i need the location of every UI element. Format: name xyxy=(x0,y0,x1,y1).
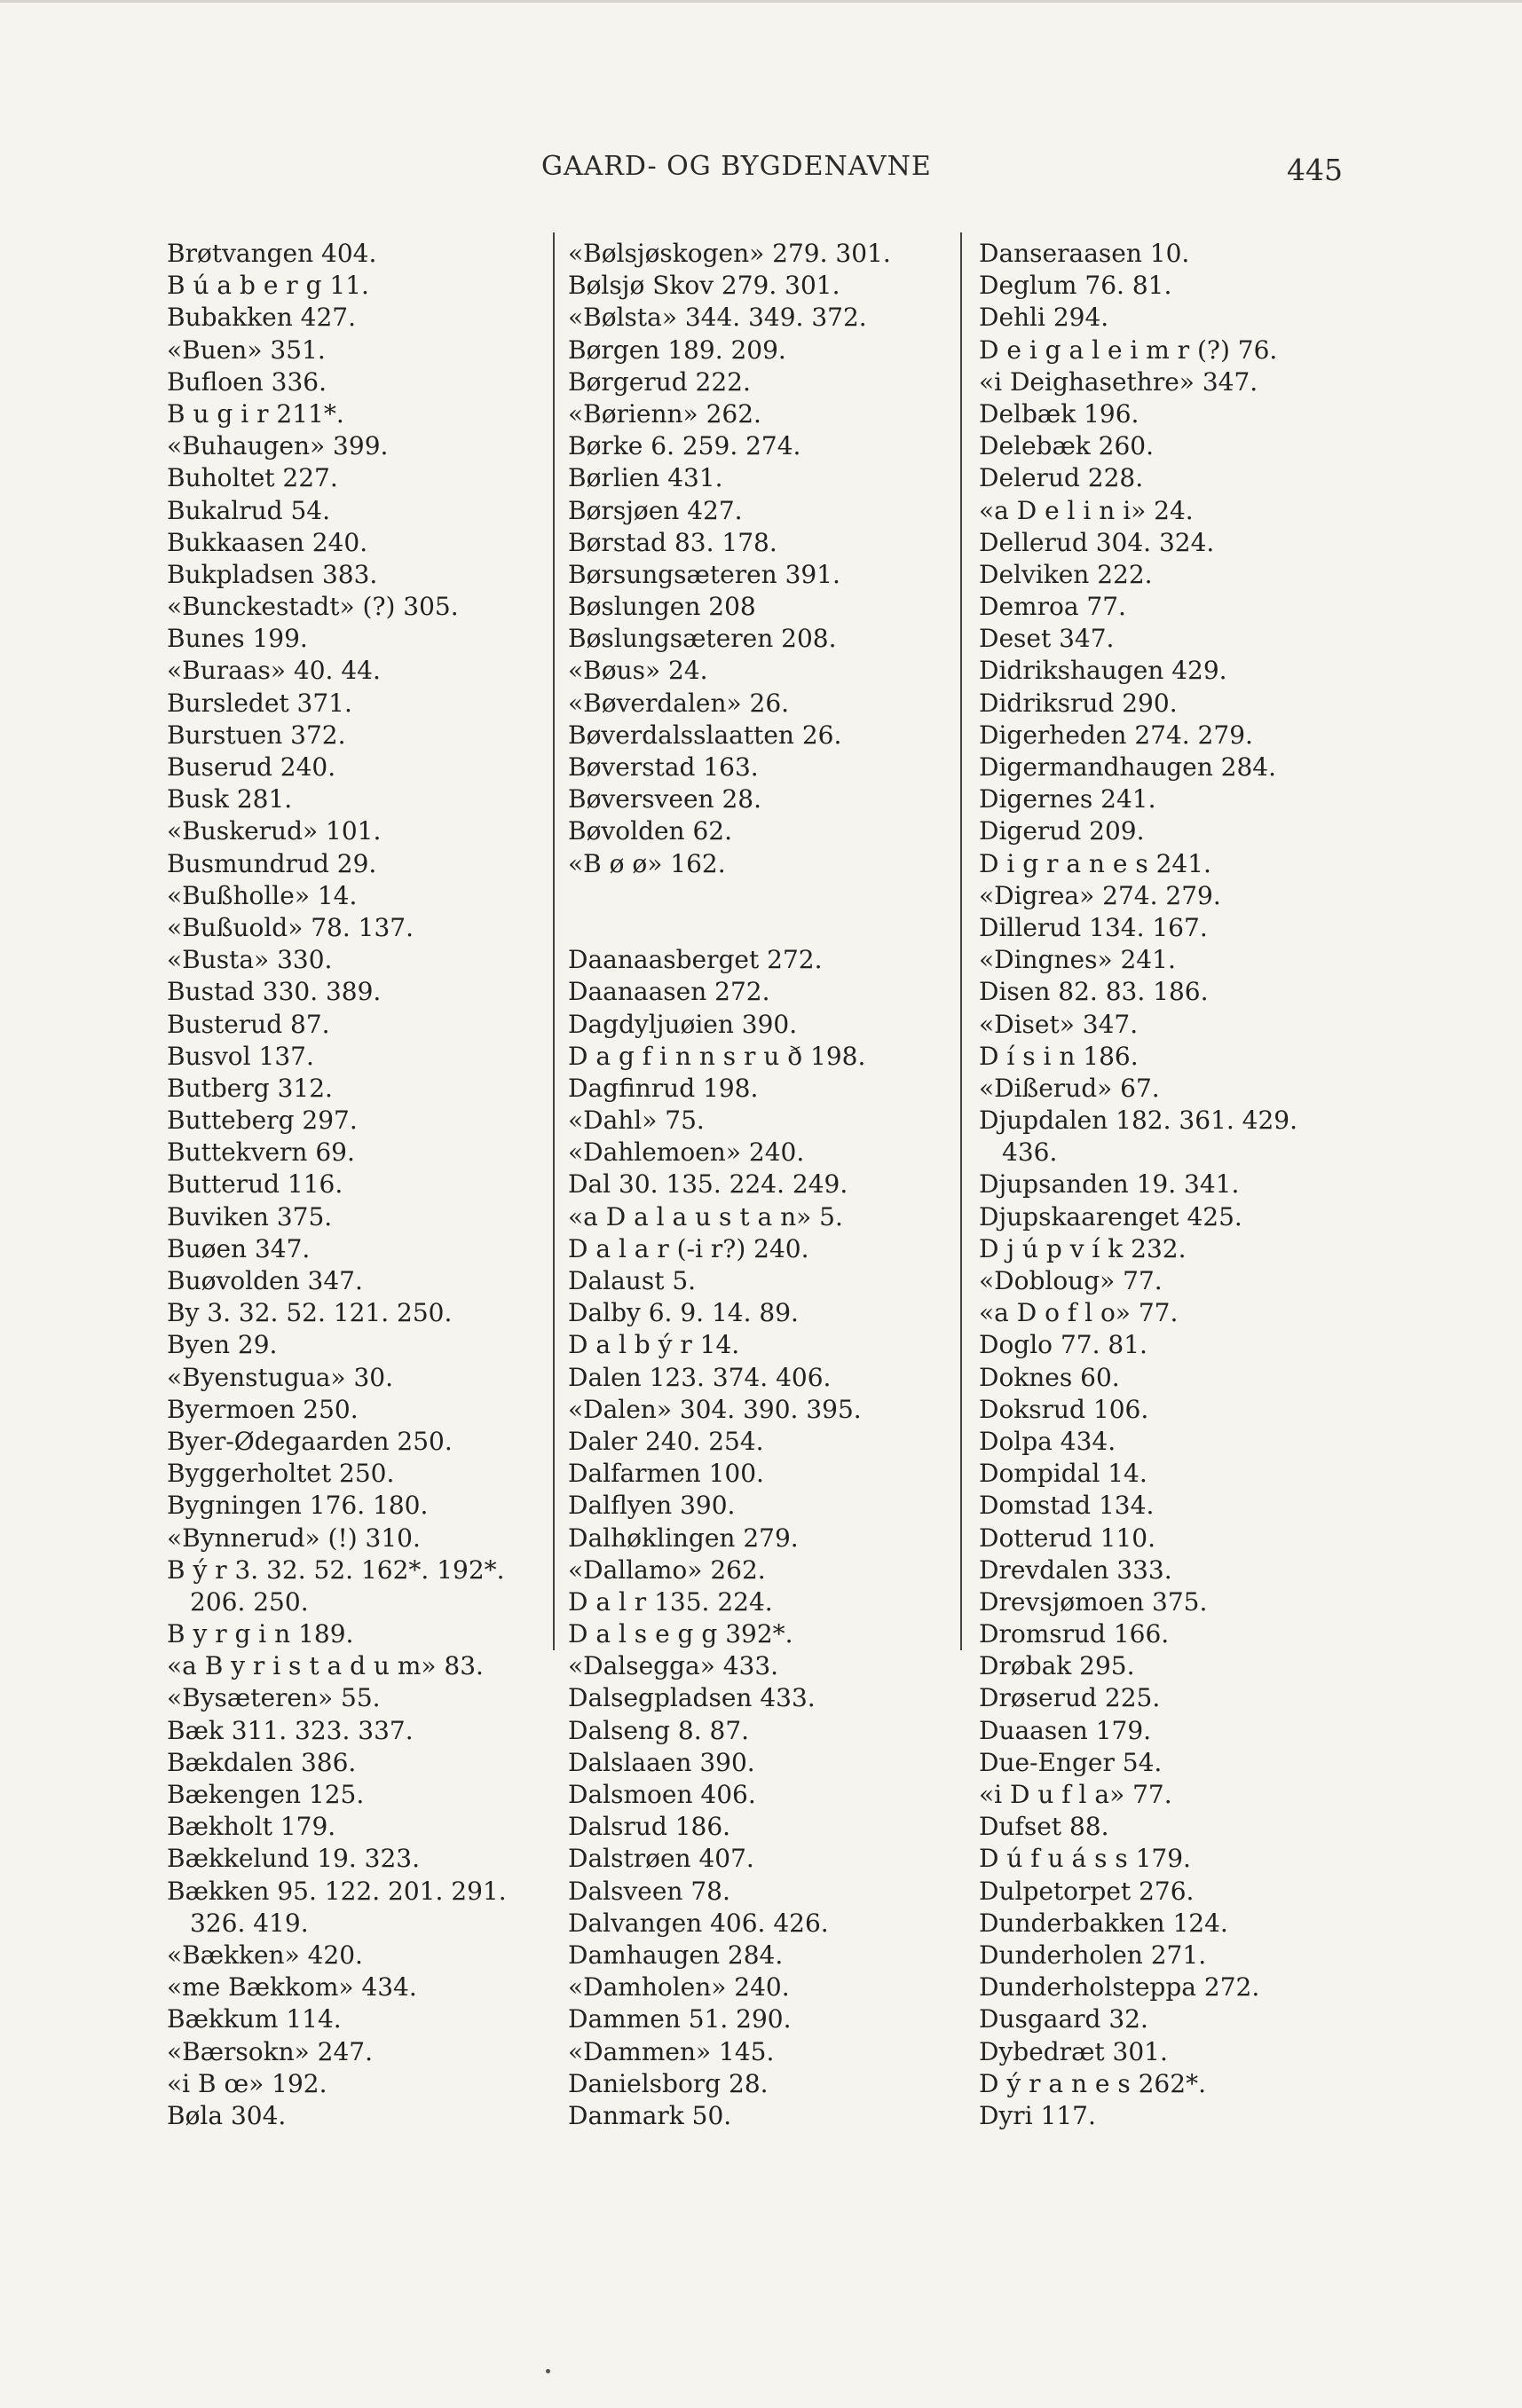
index-entry: Dalsmoen 406. xyxy=(568,1780,756,1810)
index-entry: D a l r 135. 224. xyxy=(568,1586,773,1617)
index-entry: Daanaasberget 272. xyxy=(568,945,823,975)
index-entry: Dybedræt 301. xyxy=(979,2036,1168,2066)
index-entry: Dalseng 8. 87. xyxy=(568,1715,750,1745)
index-entry: Drøbak 295. xyxy=(979,1651,1135,1681)
section-gap xyxy=(568,880,958,944)
index-entry: Børke 6. 259. 274. xyxy=(568,431,801,461)
index-entry: Domstad 134. xyxy=(979,1491,1155,1521)
index-entry: Dalstrøen 407. xyxy=(568,1844,754,1874)
index-entry: Dillerud 134. 167. xyxy=(979,912,1208,942)
index-entry: Byer-Ødegaarden 250. xyxy=(167,1426,453,1456)
index-entry: Brøtvangen 404. xyxy=(167,239,377,268)
index-entry: «Dalsegga» 433. xyxy=(568,1651,779,1681)
index-entry: «Byenstugua» 30. xyxy=(167,1362,393,1392)
index-entry: Disen 82. 83. 186. xyxy=(979,977,1209,1007)
index-entry: «a D o f l o» 77. xyxy=(979,1298,1179,1328)
index-entry: «Buskerud» 101. xyxy=(167,816,382,846)
index-entry: «Bøus» 24. xyxy=(568,656,708,686)
index-entry: Bukpladsen 383. xyxy=(167,559,378,589)
index-entry: «Bølsta» 344. 349. 372. xyxy=(568,303,867,333)
index-entry: Busmundrud 29. xyxy=(167,848,377,878)
index-entry: «Dallamo» 262. xyxy=(568,1554,766,1585)
index-entry: Byggerholtet 250. xyxy=(167,1459,395,1489)
index-entry: Dyri 117. xyxy=(979,2100,1096,2130)
index-entry: Bunes 199. xyxy=(167,624,308,654)
index-entry: Dotterud 110. xyxy=(979,1523,1155,1553)
index-entry: By 3. 32. 52. 121. 250. xyxy=(167,1298,453,1328)
index-entry: Buviken 375. xyxy=(167,1201,333,1232)
index-entry: Danmark 50. xyxy=(568,2100,732,2130)
index-entry: Byen 29. xyxy=(167,1330,278,1360)
index-entry: Didriksrud 290. xyxy=(979,688,1178,718)
index-entry: Dalfarmen 100. xyxy=(568,1459,764,1489)
index-entry: Dalsrud 186. xyxy=(568,1812,731,1842)
index-column-1 xyxy=(167,238,548,2132)
index-entry: D i g r a n e s 241. xyxy=(979,848,1211,878)
index-entry: Dehli 294. xyxy=(979,303,1109,333)
index-entry: «me Bækkom» 434. xyxy=(167,1972,417,2003)
index-entry: Buøvolden 347. xyxy=(167,1266,363,1295)
index-entry: «a D e l i n i» 24. xyxy=(979,495,1194,525)
index-entry: «Bærsokn» 247. xyxy=(167,2036,374,2066)
index-entry: Dagdyljuøien 390. xyxy=(568,1009,798,1039)
index-entry: «Bynnerud» (!) 310. xyxy=(167,1523,421,1553)
column-divider-2 xyxy=(960,232,962,1650)
index-entry: Børgen 189. 209. xyxy=(568,334,786,365)
index-entry: «B ø ø» 162. xyxy=(568,848,726,878)
index-entry: Dalen 123. 374. 406. xyxy=(568,1362,832,1392)
index-entry: Dunderholen 271. xyxy=(979,1940,1207,1970)
index-entry: Digerheden 274. 279. xyxy=(979,720,1253,750)
index-entry: Butberg 312. xyxy=(167,1073,333,1103)
index-entry: Dalvangen 406. 426. xyxy=(568,1908,829,1938)
index-entry: Butterud 116. xyxy=(167,1169,343,1200)
index-entry: B y r g i n 189. xyxy=(167,1619,354,1649)
index-entry: D e i g a l e i m r (?) 76. xyxy=(979,334,1278,365)
index-entry: «Diset» 347. xyxy=(979,1009,1139,1039)
index-entry: «Buen» 351. xyxy=(167,334,326,365)
index-entry: «Buhaugen» 399. xyxy=(167,431,389,461)
page-number: 445 xyxy=(1287,153,1343,187)
index-entry: Byermoen 250. xyxy=(167,1394,359,1424)
index-column-2 xyxy=(568,238,958,2132)
index-entry: Bæk 311. 323. 337. xyxy=(167,1715,414,1745)
index-entry: Bursledet 371. xyxy=(167,688,352,718)
index-entry: Dufset 88. xyxy=(979,1812,1109,1842)
index-entry: Bøverdalsslaatten 26. xyxy=(568,720,842,750)
index-entry: Burstuen 372. xyxy=(167,720,346,750)
index-entry: Bubakken 427. xyxy=(167,303,357,333)
index-entry: Buøen 347. xyxy=(167,1233,311,1263)
index-entry: Dusgaard 32. xyxy=(979,2004,1148,2034)
index-entry: Dunderbakken 124. xyxy=(979,1908,1228,1938)
index-entry: «Bysæteren» 55. xyxy=(167,1683,381,1713)
index-entry: D í s i n 186. xyxy=(979,1041,1139,1071)
index-entry: Delbæk 196. xyxy=(979,398,1140,429)
index-entry: Dulpetorpet 276. xyxy=(979,1876,1195,1906)
index-entry: «Dahlemoen» 240. xyxy=(568,1137,805,1168)
index-entry: Bøslungen 208 xyxy=(568,592,756,622)
index-entry: «i D u f l a» 77. xyxy=(979,1780,1172,1809)
index-entry: «Damholen» 240. xyxy=(568,1972,790,2003)
index-entry: B ú a b e r g 11. xyxy=(167,271,369,301)
index-entry: Djupsanden 19. 341. xyxy=(979,1169,1240,1200)
index-entry: Busterud 87. xyxy=(167,1009,330,1039)
index-entry: Doknes 60. xyxy=(979,1362,1120,1392)
index-entry: «a B y r i s t a d u m» 83. xyxy=(167,1651,484,1681)
index-entry: Buserud 240. xyxy=(167,752,336,782)
index-entry: «a D a l a u s t a n» 5. xyxy=(568,1201,843,1232)
index-entry: Dunderholsteppa 272. xyxy=(979,1972,1260,2003)
index-entry: Bølsjø Skov 279. 301. xyxy=(568,271,840,301)
index-entry: Dalhøklingen 279. xyxy=(568,1523,799,1553)
index-entry: Duaasen 179. xyxy=(979,1715,1152,1745)
index-entry: «Buraas» 40. 44. xyxy=(167,656,381,686)
index-entry: Bukalrud 54. xyxy=(167,495,330,525)
index-entry: Dammen 51. 290. xyxy=(568,2004,792,2034)
index-entry: Dal 30. 135. 224. 249. xyxy=(568,1169,848,1200)
index-entry: D ú f u á s s 179. xyxy=(979,1844,1191,1874)
index-entry: Demroa 77. xyxy=(979,592,1126,622)
index-entry: Bøversveen 28. xyxy=(568,784,761,814)
index-entry: D a g f i n n s r u ð 198. xyxy=(568,1041,866,1071)
index-entry: Bøla 304. xyxy=(167,2100,287,2130)
page-edge xyxy=(0,0,1522,3)
index-entry: Doglo 77. 81. xyxy=(979,1330,1147,1360)
index-entry: Daler 240. 254. xyxy=(568,1426,764,1456)
index-entry: Bækengen 125. xyxy=(167,1780,365,1809)
index-entry: Bøslungsæteren 208. xyxy=(568,624,837,654)
index-entry: Børlien 431. xyxy=(568,463,723,493)
index-entry: «Busta» 330. xyxy=(167,945,333,975)
index-entry: «Børienn» 262. xyxy=(568,398,761,429)
index-entry: «Dammen» 145. xyxy=(568,2036,775,2066)
index-entry: Bustad 330. 389. xyxy=(167,977,382,1007)
index-entry: Delviken 222. xyxy=(979,559,1153,589)
index-entry: «Dißerud» 67. xyxy=(979,1073,1160,1103)
index-entry: «Bunckestadt» (?) 305. xyxy=(167,592,459,622)
index-entry: Buholtet 227. xyxy=(167,463,338,493)
index-entry: Børsjøen 427. xyxy=(568,495,743,525)
index-entry: Dolpa 434. xyxy=(979,1426,1116,1456)
index-entry: Deset 347. xyxy=(979,624,1115,654)
column-divider-1 xyxy=(553,232,555,1650)
index-entry: Bækkum 114. xyxy=(167,2004,342,2034)
index-entry: Danielsborg 28. xyxy=(568,2068,769,2098)
index-entry: Djupskaarenget 425. xyxy=(979,1201,1242,1232)
index-entry: Djupdalen 182. 361. 429. xyxy=(979,1106,1297,1136)
index-entry: Bækholt 179. xyxy=(167,1812,336,1842)
index-entry: Didrikshaugen 429. xyxy=(979,656,1227,686)
index-entry: Bækkelund 19. 323. xyxy=(167,1844,421,1874)
index-entry: Dalslaaen 390. xyxy=(568,1747,755,1777)
index-entry: 436. xyxy=(1002,1137,1058,1168)
index-entry: Delerud 228. xyxy=(979,463,1144,493)
index-entry: B ý r 3. 32. 52. 162*. 192*. xyxy=(167,1554,505,1585)
index-entry: D j ú p v í k 232. xyxy=(979,1233,1187,1263)
index-entry: Busk 281. xyxy=(167,784,293,814)
index-entry: Bukkaasen 240. xyxy=(167,527,368,557)
index-entry: D a l s e g g 392*. xyxy=(568,1619,793,1649)
index-entry: Bygningen 176. 180. xyxy=(167,1491,429,1521)
index-entry: Børsungsæteren 391. xyxy=(568,559,840,589)
index-entry: Bækken 95. 122. 201. 291. xyxy=(167,1876,507,1906)
index-entry: Dalby 6. 9. 14. 89. xyxy=(568,1298,799,1328)
index-entry: Bufloen 336. xyxy=(167,366,327,397)
index-entry: Dalsegpladsen 433. xyxy=(568,1683,816,1713)
index-entry: Due-Enger 54. xyxy=(979,1747,1163,1777)
index-entry: Danseraasen 10. xyxy=(979,239,1190,268)
index-entry: «Dobloug» 77. xyxy=(979,1266,1163,1295)
index-entry: «Digrea» 274. 279. xyxy=(979,880,1221,910)
running-header-title: GAARD- OG BYGDENAVNE xyxy=(541,151,932,182)
index-entry: «Bußuold» 78. 137. xyxy=(167,912,414,942)
index-entry: Bøverstad 163. xyxy=(568,752,759,782)
index-entry: «Bußholle» 14. xyxy=(167,880,358,910)
index-entry: Dellerud 304. 324. xyxy=(979,527,1215,557)
index-entry: Buttekvern 69. xyxy=(167,1137,355,1168)
index-entry: D a l b ý r 14. xyxy=(568,1330,740,1360)
index-entry: «i B œ» 192. xyxy=(167,2068,327,2098)
index-entry: Drevsjømoen 375. xyxy=(979,1586,1208,1617)
index-entry: Digernes 241. xyxy=(979,784,1156,814)
index-entry: Dalsveen 78. xyxy=(568,1876,730,1906)
index-entry: Drøserud 225. xyxy=(979,1683,1161,1713)
index-entry: D a l a r (-i r?) 240. xyxy=(568,1233,809,1263)
index-entry: Daanaasen 272. xyxy=(568,977,770,1007)
index-entry: «i Deighasethre» 347. xyxy=(979,366,1258,397)
index-entry: Busvol 137. xyxy=(167,1041,314,1071)
index-entry: Dagfinrud 198. xyxy=(568,1073,759,1103)
index-entry: Bøvolden 62. xyxy=(568,816,733,846)
index-entry: Butteberg 297. xyxy=(167,1106,358,1136)
index-entry: Børgerud 222. xyxy=(568,366,751,397)
index-entry: «Bøverdalen» 26. xyxy=(568,688,790,718)
index-entry: B u g i r 211*. xyxy=(167,398,344,429)
print-speck xyxy=(546,2369,550,2373)
index-entry: Deglum 76. 81. xyxy=(979,271,1172,301)
index-entry: Dalflyen 390. xyxy=(568,1491,736,1521)
index-entry: Drevdalen 333. xyxy=(979,1554,1172,1585)
index-entry: Børstad 83. 178. xyxy=(568,527,777,557)
index-entry: 206. 250. xyxy=(190,1586,309,1617)
index-entry: Digermandhaugen 284. xyxy=(979,752,1277,782)
index-entry: D ý r a n e s 262*. xyxy=(979,2068,1206,2098)
index-entry: Digerud 209. xyxy=(979,816,1145,846)
index-entry: Dalaust 5. xyxy=(568,1266,697,1296)
index-entry: Damhaugen 284. xyxy=(568,1940,784,1970)
index-entry: «Bækken» 420. xyxy=(167,1940,363,1970)
index-entry: «Bølsjøskogen» 279. 301. xyxy=(568,239,891,268)
index-column-3 xyxy=(979,238,1396,2132)
index-entry: Dompidal 14. xyxy=(979,1459,1147,1489)
index-entry: «Dalen» 304. 390. 395. xyxy=(568,1394,862,1424)
index-entry: Doksrud 106. xyxy=(979,1394,1149,1424)
index-entry: «Dahl» 75. xyxy=(568,1106,705,1136)
index-entry: «Dingnes» 241. xyxy=(979,945,1176,975)
index-entry: Bækdalen 386. xyxy=(167,1747,357,1777)
index-entry: 326. 419. xyxy=(190,1908,309,1938)
index-entry: Delebæk 260. xyxy=(979,431,1154,461)
index-entry: Dromsrud 166. xyxy=(979,1619,1170,1649)
